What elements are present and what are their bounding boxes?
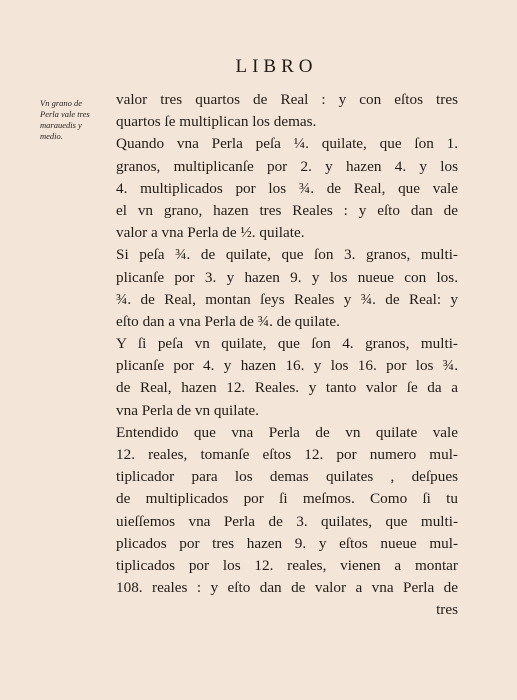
text-line: el vn grano, hazen tres Reales : y eſto dan de bbox=[116, 201, 458, 219]
text-line: granos, multiplicanſe por 2. y hazen 4. y los bbox=[116, 157, 458, 175]
text-line: 12. reales, tomanſe eſtos 12. por numero mul- bbox=[116, 446, 458, 463]
text-line: plicanſe por 4. y hazen 16. y los 16. por los ¾. bbox=[116, 357, 458, 375]
text-line: plicanſe por 3. y hazen 9. y los nueue con los. bbox=[116, 268, 458, 286]
text-line: eſto dan a vna Perla de ¾. de quilate. bbox=[116, 312, 340, 330]
text-line: valor a vna Perla de ½. quilate. bbox=[116, 224, 305, 242]
text-line: 4. multiplicados por los ¾. de Real, que vale bbox=[116, 179, 458, 197]
margin-note-line: medio. bbox=[40, 131, 63, 141]
running-head: LIBRO bbox=[235, 56, 318, 77]
text-line: 108. reales : y eſto dan de valor a vna Perla de bbox=[116, 579, 458, 597]
text-line: uieſſemos vna Perla de 3. quilates, que multi- bbox=[116, 512, 458, 530]
text-line: quartos ſe multiplican los demas. bbox=[116, 113, 317, 131]
margin-note-line: marauedis y bbox=[40, 120, 82, 130]
text-line: Entendido que vna Perla de vn quilate vale bbox=[116, 423, 458, 441]
text-line: ¾. de Real, montan ſeys Reales y ¾. de Real: y bbox=[116, 290, 458, 308]
text-line: tres bbox=[436, 601, 458, 619]
margin-note-line: Perla vale tres bbox=[40, 109, 90, 119]
margin-note-line: Vn grano de bbox=[40, 98, 83, 108]
text-line: Si peſa ¾. de quilate, que ſon 3. granos, multi- bbox=[116, 246, 458, 264]
text-line: tiplicador para los demas quilates , deſpues bbox=[116, 468, 458, 486]
text-line: de multiplicados por ſi meſmos. Como ſi tu bbox=[116, 490, 458, 508]
margin-note bbox=[40, 98, 112, 142]
text-line: Quando vna Perla peſa ¼. quilate, que ſon 1. bbox=[116, 135, 458, 153]
text-line: plicados por tres hazen 9. y eſtos nueue mul- bbox=[116, 534, 458, 552]
text-line: vna Perla de vn quilate. bbox=[116, 401, 259, 419]
body-text bbox=[116, 89, 458, 622]
text-line: Y ſi peſa vn quilate, que ſon 4. granos, multi- bbox=[116, 335, 458, 353]
text-line: valor tres quartos de Real : y con eſtos tres bbox=[116, 91, 458, 108]
text-line: de Real, hazen 12. Reales. y tanto valor ſe da a bbox=[116, 379, 458, 397]
text-line: tiplicados por los 12. reales, vienen a montar bbox=[116, 556, 458, 574]
